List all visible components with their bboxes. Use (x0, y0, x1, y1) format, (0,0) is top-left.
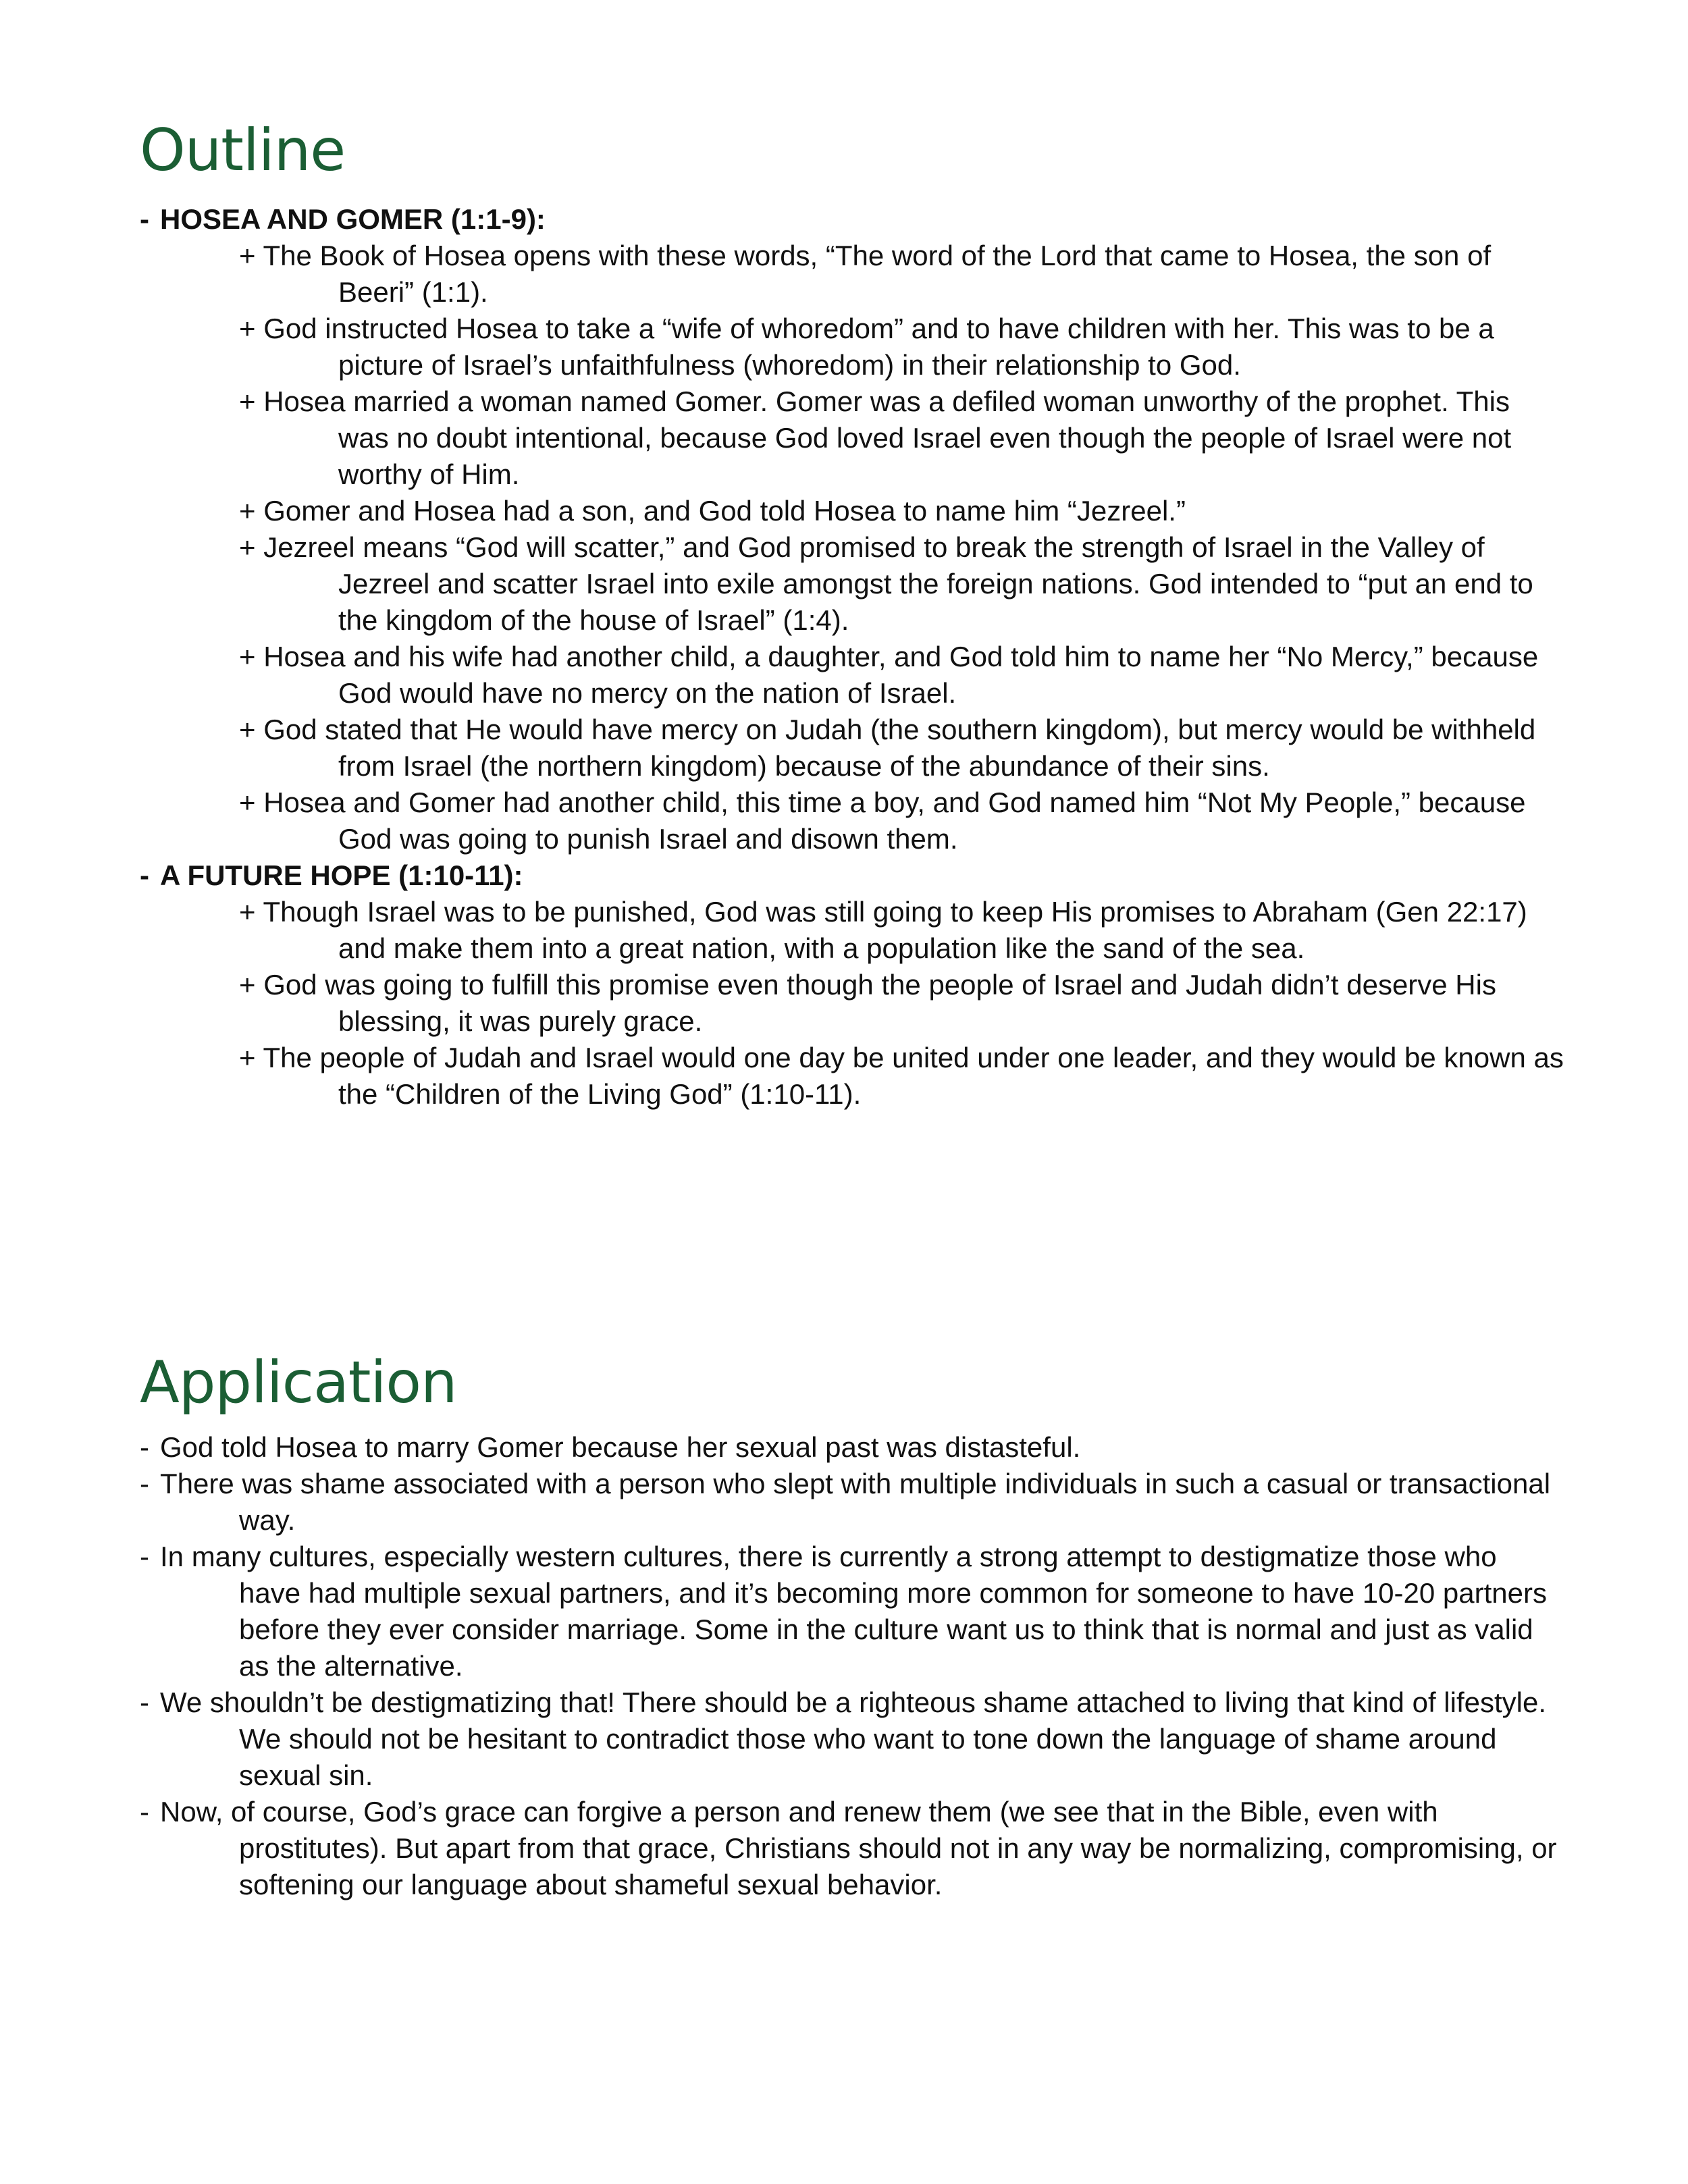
outline-point: + Gomer and Hosea had a son, and God told Hosea to name him “Jezreel.” (239, 495, 1186, 527)
application-point: - There was shame associated with a person who slept with multiple individuals in such a casual or transactional way. (140, 1468, 1551, 1536)
outline-point: + Jezreel means “God will scatter,” and God promised to break the strength of Israel in the Valley of Jezreel and scatter Israel into exile amongst the foreign nations. God intended to “put an end to the kingdom of the house of Israel” (1:4). (239, 531, 1533, 636)
application-point: - In many cultures, especially western cultures, there is currently a strong attempt to destigmatize those who have had multiple sexual partners, and it’s becoming more common for someone to have 10-20 partners before they ever consider marriage. Some in the culture want us to think that is normal and just as valid as the alternative. (140, 1541, 1547, 1682)
outline-point: + Hosea and his wife had another child, a daughter, and God told him to name her “No Mercy,” because God would have no mercy on the nation of Israel. (239, 641, 1539, 709)
application-title: Application (140, 1349, 457, 1416)
outline-point: + God stated that He would have mercy on Judah (the southern kingdom), but mercy would be withheld from Israel (the northern kingdom) because of the abundance of their sins. (239, 714, 1536, 782)
outline-point: + Hosea and Gomer had another child, this time a boy, and God named him “Not My People,” because God was going to punish Israel and disown them. (239, 787, 1526, 855)
outline-section-heading: - A FUTURE HOPE (1:10-11): (140, 859, 523, 891)
outline-section-heading: - HOSEA AND GOMER (1:1-9): (140, 203, 546, 235)
section-heading-text: HOSEA AND GOMER (1:1-9): (160, 203, 546, 235)
outline-body (140, 201, 1564, 1113)
outline-point: + The people of Judah and Israel would one day be united under one leader, and they would be known as the “Children of the Living God” (1:10-11). (239, 1042, 1564, 1110)
outline-point: + Hosea married a woman named Gomer. Gomer was a defiled woman unworthy of the prophet. This was no doubt intentional, because God loved Israel even though the people of Israel were not worthy of Him. (239, 385, 1512, 490)
outline-point: + Though Israel was to be punished, God was still going to keep His promises to Abraham (Gen 22:17) and make them into a great nation, with a population like the sand of the sea. (239, 896, 1527, 964)
outline-point: + God instructed Hosea to take a “wife of whoredom” and to have children with her. This was to be a picture of Israel’s unfaithfulness (whoredom) in their relationship to God. (239, 313, 1494, 381)
outline-point: + The Book of Hosea opens with these words, “The word of the Lord that came to Hosea, the son of Beeri” (1:1). (239, 240, 1492, 308)
outline-title: Outline (140, 117, 346, 184)
section-heading-text: A FUTURE HOPE (1:10-11): (160, 859, 523, 891)
application-point: - God told Hosea to marry Gomer because her sexual past was distasteful. (140, 1431, 1081, 1463)
application-point: - Now, of course, God’s grace can forgive a person and renew them (we see that in the Bible, even with prostitutes). But apart from that grace, Christians should not in any way be normalizing, compromising, or softening our language about shameful sexual behavior. (140, 1796, 1557, 1900)
outline-point: + God was going to fulfill this promise even though the people of Israel and Judah didn’t deserve His blessing, it was purely grace. (239, 969, 1496, 1037)
application-body (140, 1429, 1564, 1903)
application-point: - We shouldn’t be destigmatizing that! There should be a righteous shame attached to living that kind of lifestyle. We should not be hesitant to contradict those who want to tone down the language of shame around sexual sin. (140, 1686, 1546, 1791)
